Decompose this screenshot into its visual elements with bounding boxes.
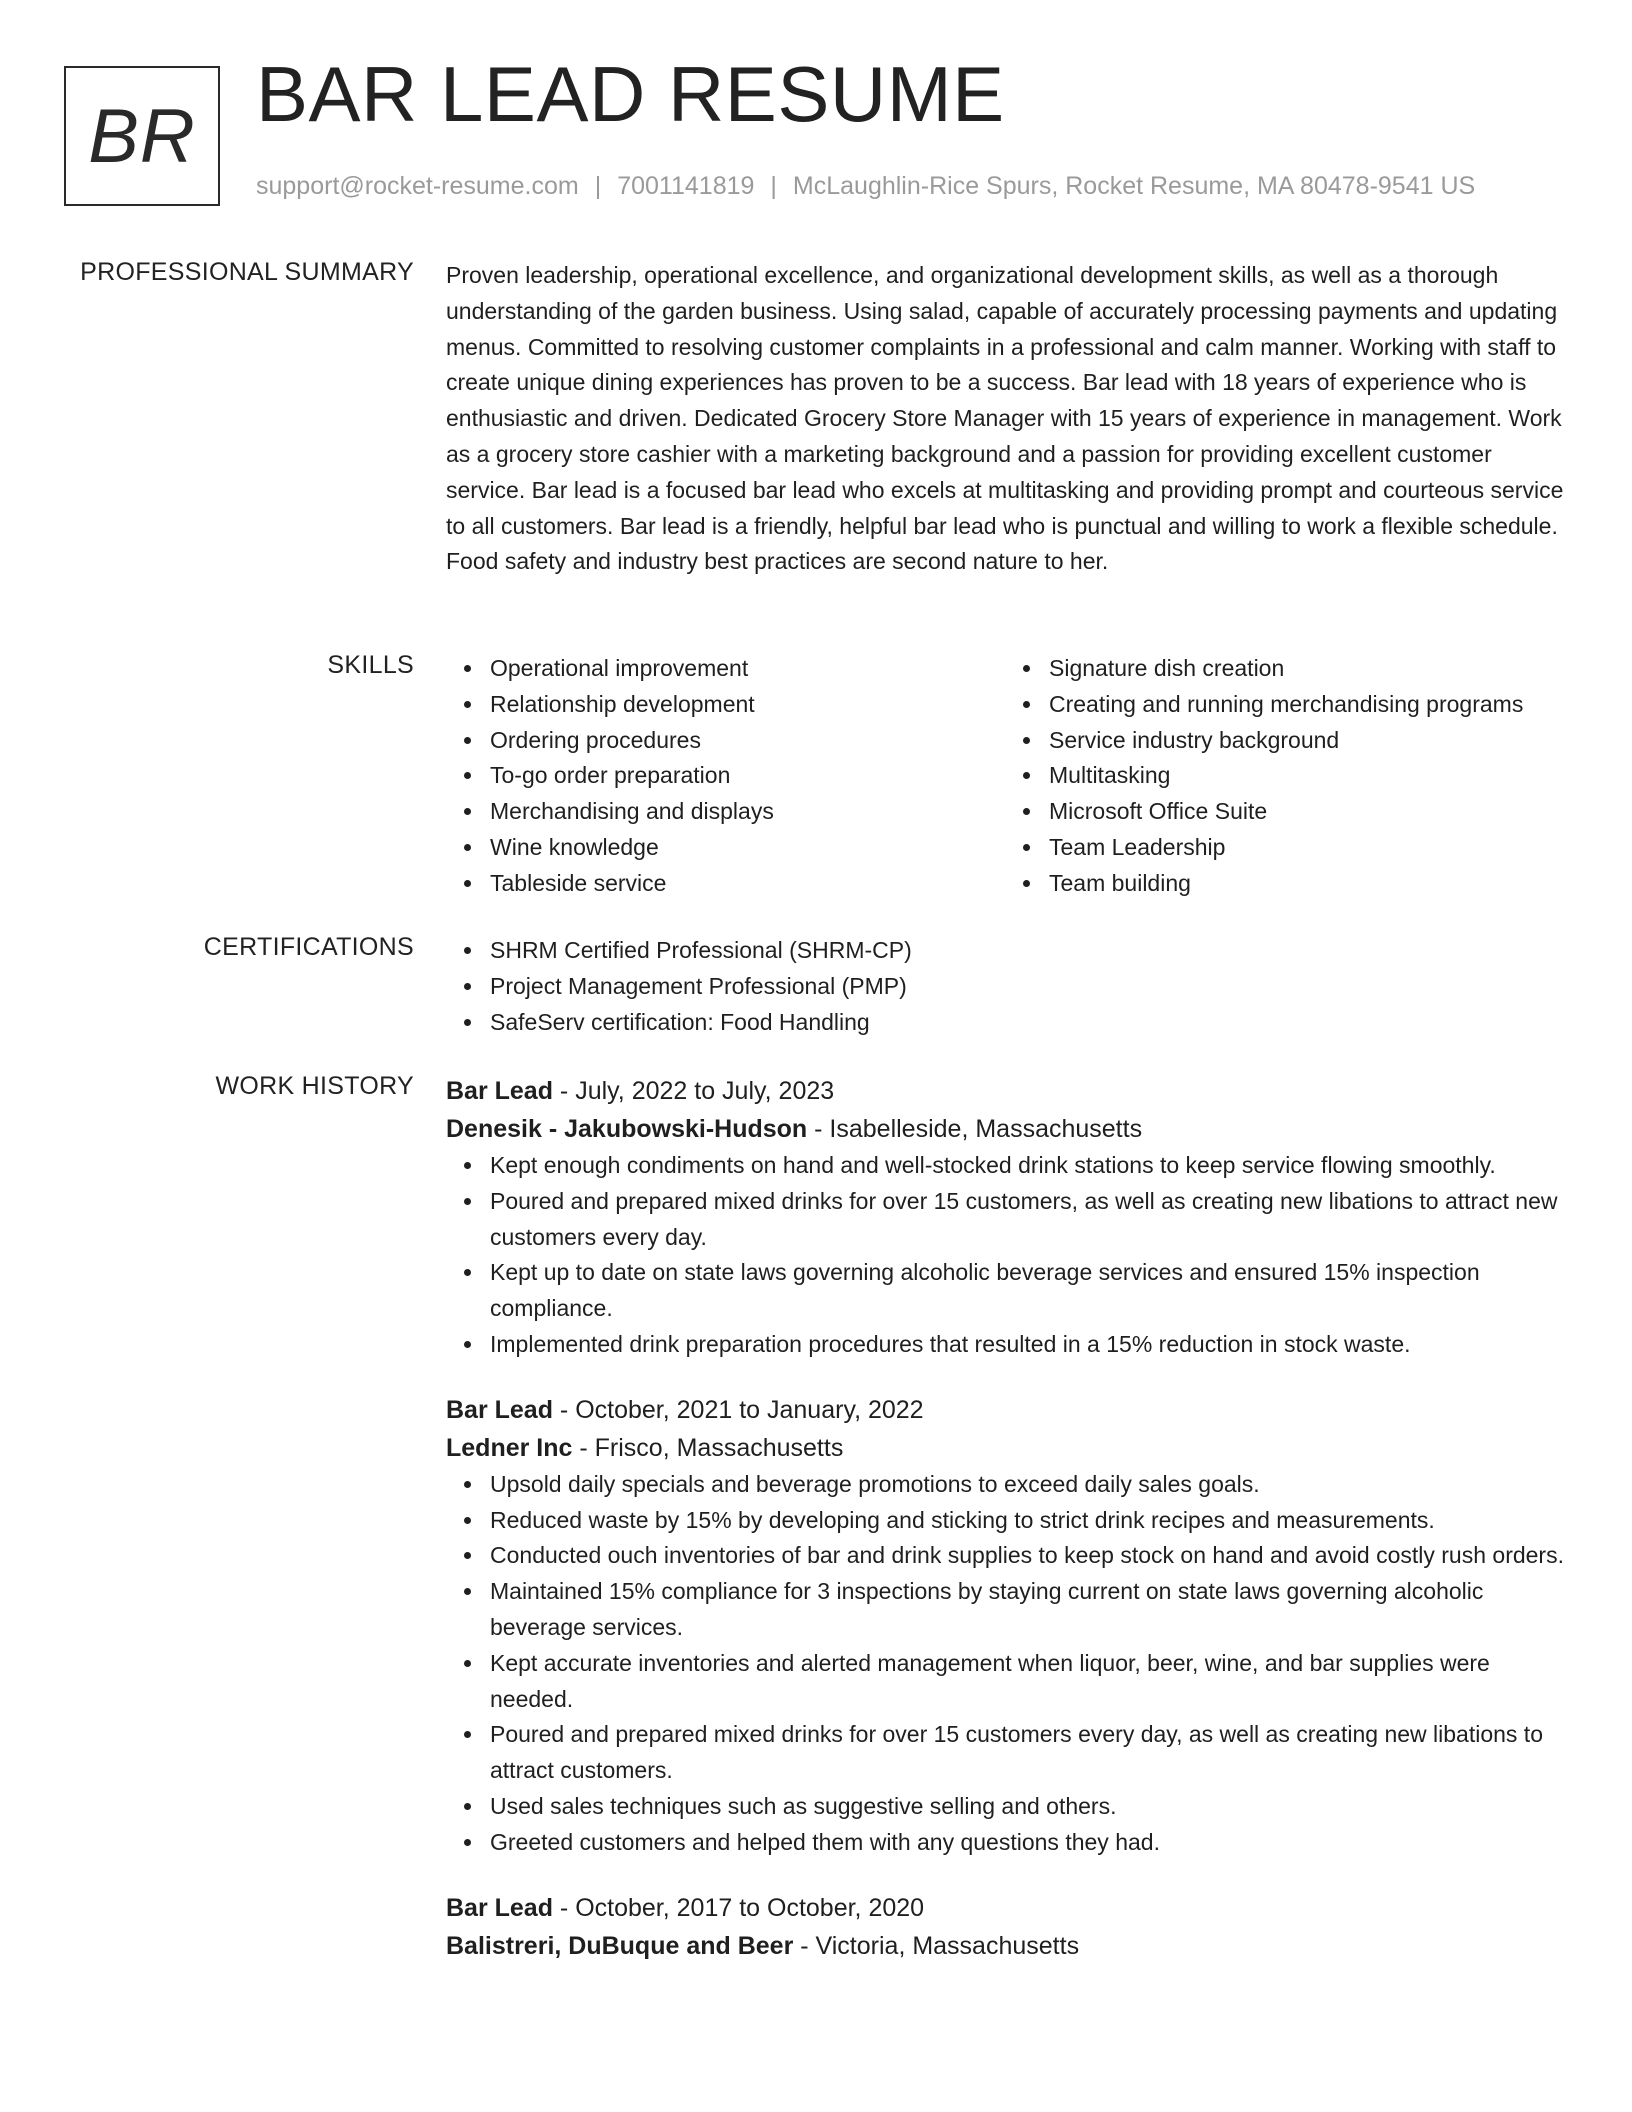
job-title-line — [446, 1391, 1564, 1429]
resume-title: BAR LEAD RESUME — [256, 50, 1005, 138]
job-location: - Isabelleside, Massachusetts — [807, 1115, 1143, 1143]
contact-email: support@rocket-resume.com — [256, 172, 579, 200]
contact-separator: | — [594, 172, 602, 200]
job-title: Bar Lead — [446, 1395, 553, 1424]
skill-item: Operational improvement — [490, 651, 1005, 687]
skill-item: Microsoft Office Suite — [1049, 794, 1564, 830]
certification-item: Project Management Professional (PMP) — [490, 969, 1564, 1005]
job-company-line — [446, 1429, 1564, 1467]
summary-body — [446, 258, 1564, 580]
contact-phone: 7001141819 — [617, 172, 755, 200]
section-label-work-history: WORK HISTORY — [215, 1072, 414, 1100]
skills-body — [446, 651, 1564, 902]
job-company-line — [446, 1110, 1564, 1148]
job-bullet: Kept enough condiments on hand and well-stocked drink stations to keep service flowing smoothly. — [490, 1148, 1564, 1184]
job-bullet: Kept up to date on state laws governing alcoholic beverage services and ensured 15% inspection compliance. — [490, 1255, 1564, 1327]
skills-list-right — [1005, 651, 1564, 902]
job-bullet: Kept accurate inventories and alerted management when liquor, beer, wine, and bar supplies were needed. — [490, 1646, 1564, 1718]
skill-item: Team building — [1049, 866, 1564, 902]
job-company: Ledner Inc — [446, 1433, 573, 1462]
job-title: Bar Lead — [446, 1893, 553, 1922]
skill-item: Merchandising and displays — [490, 794, 1005, 830]
contact-line — [256, 172, 1475, 201]
certifications-body — [446, 933, 1564, 1040]
job-location: - Victoria, Massachusetts — [793, 1931, 1080, 1960]
job-entry — [446, 1072, 1564, 1363]
job-bullet: Upsold daily specials and beverage promotions to exceed daily sales goals. — [490, 1467, 1564, 1503]
job-bullet: Used sales techniques such as suggestive selling and others. — [490, 1789, 1564, 1825]
contact-address: McLaughlin-Rice Spurs, Rocket Resume, MA 80478-9541 US — [792, 172, 1476, 200]
summary-text: Proven leadership, operational excellence, and organizational development skills, as well as a thorough understanding of the garden business. Using salad, capable of accurately processing payments and updating menus. Committed to resolving customer complaints in a professional and calm manner. Working with staff to create unique dining experiences has proven to be a success. Bar lead with 18 years of experience who is enthusiastic and driven. Dedicated Grocery Store Manager with 15 years of experience in management. Work as a grocery store cashier with a marketing background and a passion for providing excellent customer service. Bar lead is a focused bar lead who excels at multitasking and providing prompt and courteous service to all customers. Bar lead is a friendly, helpful bar lead who is punctual and willing to work a flexible schedule. Food safety and industry best practices are second nature to her. — [446, 262, 1564, 575]
skill-item: Relationship development — [490, 687, 1005, 723]
job-bullet: Maintained 15% compliance for 3 inspections by staying current on state laws governing alcoholic beverage services. — [490, 1574, 1564, 1646]
job-bullet: Poured and prepared mixed drinks for over 15 customers every day, as well as creating new libations to attract customers. — [490, 1717, 1564, 1789]
job-location: - Frisco, Massachusetts — [572, 1433, 844, 1462]
skill-item: Signature dish creation — [1049, 651, 1564, 687]
certifications-list — [446, 933, 1564, 1040]
skill-item: Team Leadership — [1049, 830, 1564, 866]
job-bullet: Greeted customers and helped them with any questions they had. — [490, 1825, 1564, 1861]
job-bullet: Conducted ouch inventories of bar and drink supplies to keep stock on hand and avoid costly rush orders. — [490, 1538, 1564, 1574]
job-title-line — [446, 1889, 1564, 1927]
section-label-skills: SKILLS — [327, 651, 414, 679]
job-entry — [446, 1889, 1564, 1965]
skill-item: Creating and running merchandising programs — [1049, 687, 1564, 723]
skill-item: Multitasking — [1049, 758, 1564, 794]
skill-item: Ordering procedures — [490, 723, 1005, 759]
skill-item: Service industry background — [1049, 723, 1564, 759]
section-label-summary: PROFESSIONAL SUMMARY — [80, 258, 414, 286]
job-bullets — [446, 1148, 1564, 1363]
certification-item: SafeServ certification: Food Handling — [490, 1005, 1564, 1041]
certification-item: SHRM Certified Professional (SHRM-CP) — [490, 933, 1564, 969]
skill-item: Wine knowledge — [490, 830, 1005, 866]
contact-separator: | — [770, 172, 777, 200]
job-bullet: Reduced waste by 15% by developing and sticking to strict drink recipes and measurements. — [490, 1503, 1564, 1539]
skill-item: Tableside service — [490, 866, 1005, 902]
job-entry — [446, 1391, 1564, 1861]
job-company: Balistreri, DuBuque and Beer — [446, 1931, 794, 1960]
monogram-logo: BR — [64, 66, 220, 206]
job-bullet: Implemented drink preparation procedures that resulted in a 15% reduction in stock waste. — [490, 1327, 1564, 1363]
job-title-line — [446, 1072, 1564, 1110]
job-dates: - October, 2017 to October, 2020 — [552, 1893, 925, 1922]
job-title: Bar Lead — [446, 1077, 553, 1105]
skills-list-left — [446, 651, 1005, 902]
job-dates: - October, 2021 to January, 2022 — [552, 1395, 924, 1424]
job-company: Denesik - Jakubowski-Hudson — [446, 1115, 808, 1143]
job-bullets — [446, 1467, 1564, 1861]
job-dates: - July, 2022 to July, 2023 — [552, 1077, 835, 1105]
skill-item: To-go order preparation — [490, 758, 1005, 794]
job-bullet: Poured and prepared mixed drinks for over 15 customers, as well as creating new libations to attract new customers every day. — [490, 1184, 1564, 1256]
section-label-certifications: CERTIFICATIONS — [203, 933, 414, 961]
work-history-body — [446, 1072, 1564, 1965]
job-company-line — [446, 1927, 1564, 1965]
